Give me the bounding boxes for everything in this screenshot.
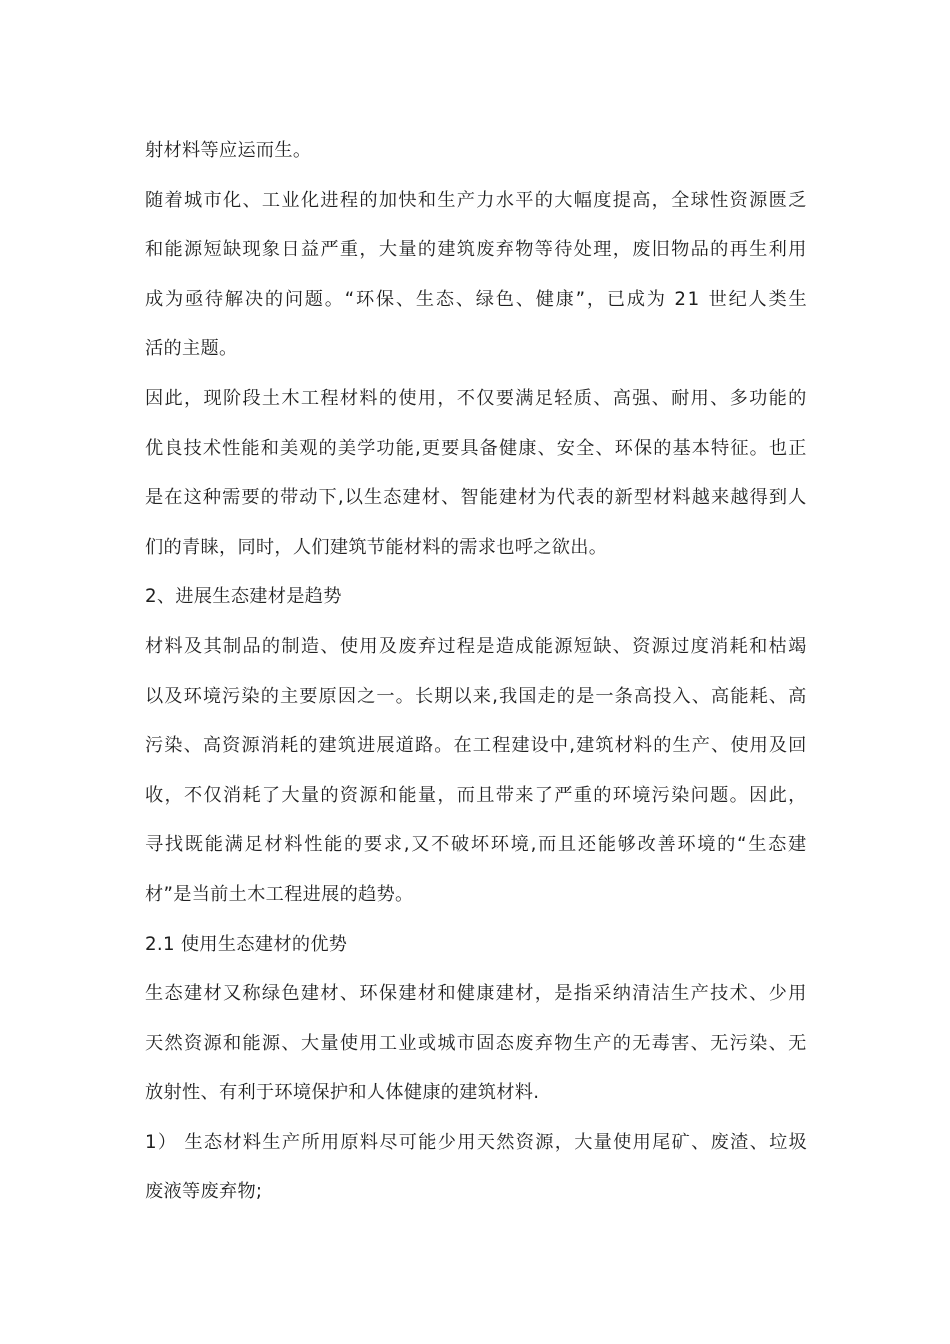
text-line: 成为亟待解决的问题。“环保、生态、绿色、健康”，已成为 21 世纪人类生	[145, 288, 809, 310]
document-body	[145, 126, 807, 1217]
text-line: 天然资源和能源、大量使用工业或城市固态废弃物生产的无毒害、无污染、无	[145, 1032, 808, 1054]
text-line: 随着城市化、工业化进程的加快和生产力水平的大幅度提高，全球性资源匮乏	[145, 189, 808, 211]
text-line: 材”是当前土木工程进展的趋势。	[145, 883, 414, 905]
text-line: 以及环境污染的主要原因之一。长期以来,我国走的是一条高投入、高能耗、高	[145, 685, 808, 707]
text-line: 污染、高资源消耗的建筑进展道路。在工程建设中,建筑材料的生产、使用及回	[145, 735, 808, 757]
text-line: 和能源短缺现象日益严重，大量的建筑废弃物等待处理，废旧物品的再生利用	[145, 239, 808, 261]
text-line: 因此，现阶段土木工程材料的使用，不仅要满足轻质、高强、耐用、多功能的	[145, 387, 808, 409]
list-item-text: 废液等废弃物;	[145, 1181, 263, 1203]
text-line: 优良技术性能和美观的美学功能,更要具备健康、安全、环保的基本特征。也正	[145, 437, 808, 459]
section-heading: 2、进展生态建材是趋势	[145, 586, 342, 608]
text-line: 们的青睐，同时，人们建筑节能材料的需求也呼之欲出。	[145, 536, 608, 558]
text-line: 生态建材又称绿色建材、环保建材和健康建材，是指采纳清洁生产技术、少用	[145, 983, 808, 1005]
subsection-heading: 2.1 使用生态建材的优势	[145, 933, 348, 955]
text-line: 活的主题。	[145, 338, 238, 360]
text-line: 寻找既能满足材料性能的要求,又不破坏环境,而且还能够改善环境的“生态建	[145, 834, 808, 856]
text-line: 是在这种需要的带动下,以生态建材、智能建材为代表的新型材料越来越得到人	[145, 487, 808, 509]
text-line: 收，不仅消耗了大量的资源和能量，而且带来了严重的环境污染问题。因此，	[145, 784, 808, 806]
text-line: 射材料等应运而生。	[145, 140, 312, 161]
text-line: 放射性、有利于环境保护和人体健康的建筑材料.	[145, 1082, 540, 1104]
text-line: 材料及其制品的制造、使用及废弃过程是造成能源短缺、资源过度消耗和枯竭	[145, 635, 808, 657]
list-item-text: 1） 生态材料生产所用原料尽可能少用天然资源，大量使用尾矿、废渣、垃圾	[145, 1131, 809, 1153]
